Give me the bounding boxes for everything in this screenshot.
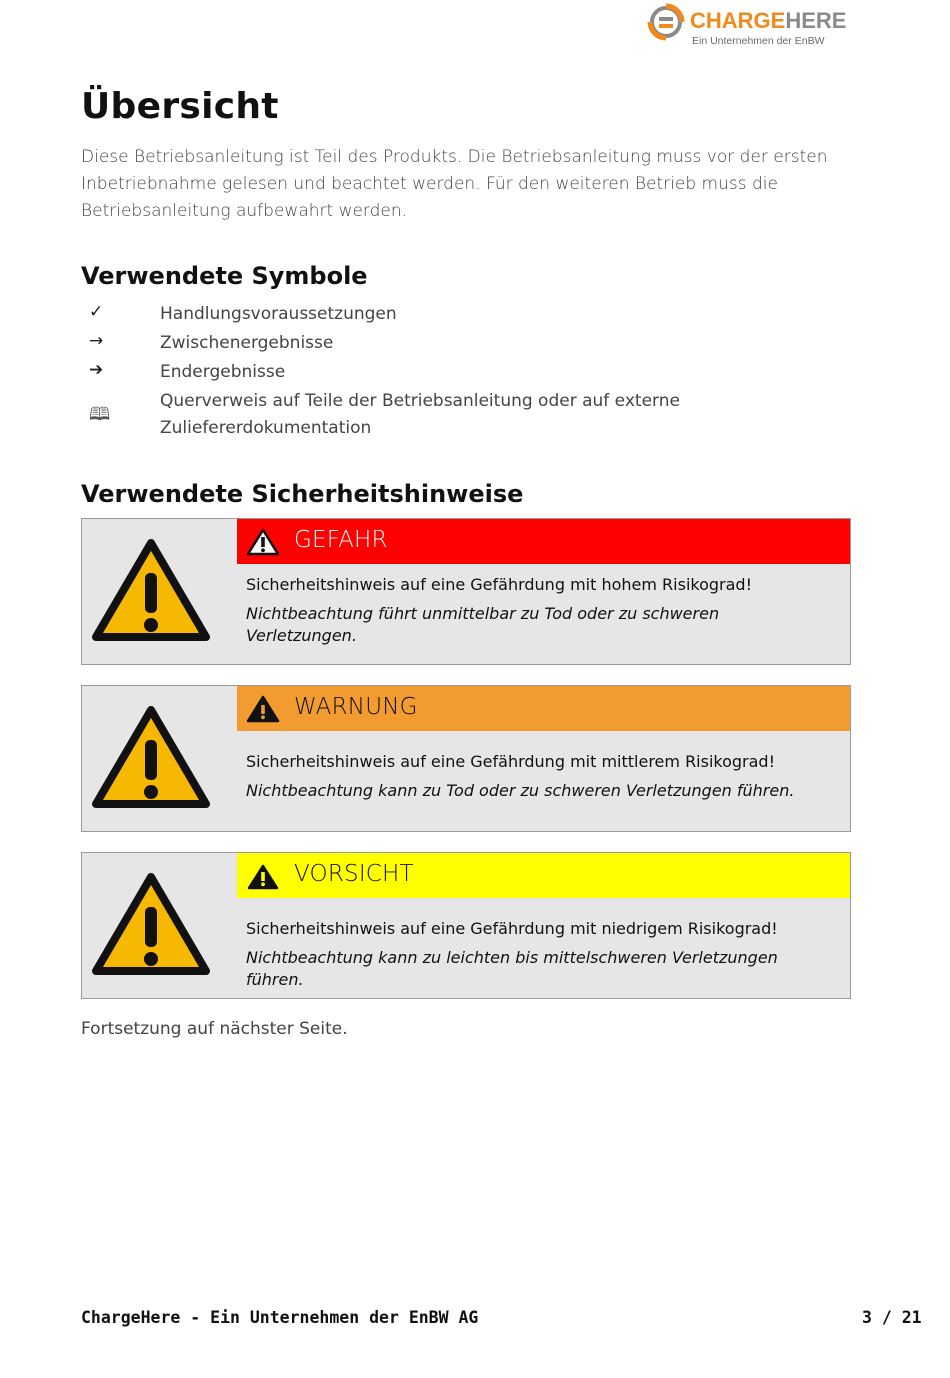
notice-danger <box>81 518 851 665</box>
notice-title-bar <box>237 519 850 564</box>
safety-heading: Verwendete Sicherheitshinweise <box>81 480 524 508</box>
brand-logo <box>646 2 847 52</box>
notice-title: GEFAHR <box>294 527 388 553</box>
symbols-heading: Verwendete Symbole <box>81 262 368 290</box>
arrow-thin-icon: → <box>89 331 104 351</box>
notice-line2: Nichtbeachtung kann zu leichten bis mittelschweren Verletzungen führen. <box>246 948 778 989</box>
notice-line1: Sicherheitshinweis auf eine Gefährdung mit hohem Risikograd! <box>246 575 752 594</box>
symbol-text: Querverweis auf Teile der Betriebsanleitung oder auf externe Zuliefererdokumentation <box>160 391 680 438</box>
notice-line1: Sicherheitshinweis auf eine Gefährdung mit mittlerem Risikograd! <box>246 752 775 771</box>
notice-line2: Nichtbeachtung kann zu Tod oder zu schweren Verletzungen führen. <box>246 781 795 800</box>
book-icon: 🕮 <box>89 404 111 425</box>
brand-name: CHARGEHERE <box>690 8 847 33</box>
warning-triangle-small-icon <box>246 695 280 723</box>
warning-triangle-small-icon <box>246 862 280 890</box>
footer-company: ChargeHere - Ein Unternehmen der EnBW AG <box>81 1308 479 1327</box>
warning-triangle-icon <box>90 871 212 979</box>
warning-triangle-icon <box>90 537 212 645</box>
continuation-note: Fortsetzung auf nächster Seite. <box>81 1019 348 1039</box>
notice-line1: Sicherheitshinweis auf eine Gefährdung mit niedrigem Risikograd! <box>246 919 778 938</box>
page-title: Übersicht <box>81 86 279 127</box>
notice-title-bar <box>237 686 850 731</box>
arrow-bold-icon: ➔ <box>89 360 104 380</box>
notice-line2: Nichtbeachtung führt unmittelbar zu Tod oder zu schweren Verletzungen. <box>246 604 720 645</box>
symbol-text: Endergebnisse <box>160 362 286 382</box>
notice-warning <box>81 685 851 832</box>
symbol-text: Handlungsvoraussetzungen <box>160 304 397 324</box>
page-number: 3 / 21 <box>862 1308 922 1327</box>
check-icon: ✓ <box>89 302 104 322</box>
notice-title: WARNUNG <box>294 694 418 720</box>
notice-title-bar <box>237 853 850 898</box>
warning-triangle-small-icon <box>246 528 280 556</box>
chargehere-logo-icon <box>646 2 686 42</box>
notice-caution <box>81 852 851 999</box>
intro-paragraph: Diese Betriebsanleitung ist Teil des Produkts. Die Betriebsanleitung muss vor der ersten Inbetriebnahme gelesen und beachtet werden. Für den weiteren Betrieb muss die Betriebsanleitung aufbewahrt werden. <box>81 147 828 221</box>
warning-triangle-icon <box>90 704 212 812</box>
brand-tagline: Ein Unternehmen der EnBW <box>692 35 825 47</box>
notice-title: VORSICHT <box>294 861 414 887</box>
symbol-text: Zwischenergebnisse <box>160 333 334 353</box>
